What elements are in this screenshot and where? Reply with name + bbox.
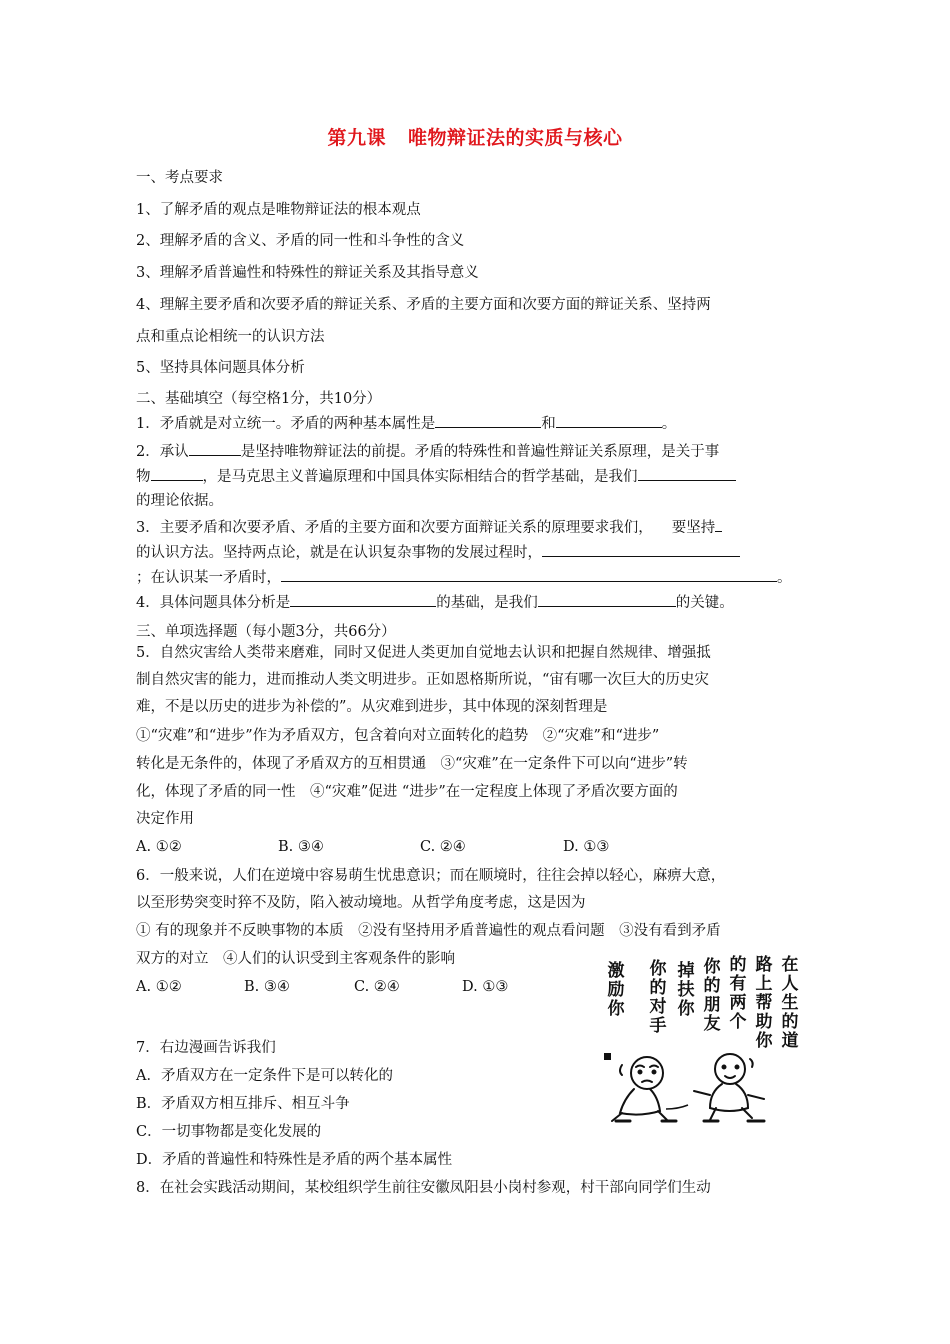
q5-line: ①“灾难”和“进步”作为矛盾双方，包含着向对立面转化的趋势 ②“灾难”和“进步” xyxy=(136,728,660,744)
answer-blank[interactable] xyxy=(715,517,722,532)
requirement-item: 4、理解主要矛盾和次要矛盾的辩证关系、矛盾的主要方面和次要方面的辩证关系、坚持两 xyxy=(136,297,711,313)
q7-option[interactable]: B．矛盾双方相互排斥、相互斗争 xyxy=(136,1096,350,1112)
requirement-item: 3、理解矛盾普遍性和特殊性的辩证关系及其指导意义 xyxy=(136,265,479,281)
cartoon-text-column: 激励你 xyxy=(607,961,625,1019)
answer-blank[interactable] xyxy=(538,592,676,607)
q5-line: 难，不是以历史的进步为补偿的”。从灾难到进步，其中体现的深刻哲理是 xyxy=(136,699,608,715)
q5-line: 制自然灾害的能力，进而推动人类文明进步。正如恩格斯所说，“宙有哪一次巨大的历史灾 xyxy=(136,672,709,688)
option-b[interactable]: B. ③④ xyxy=(244,979,290,995)
question-3-line-3: ；在认识某一矛盾时， 。 xyxy=(136,567,792,588)
page-title: 第九课 唯物辩证法的实质与核心 xyxy=(327,127,623,149)
answer-blank[interactable] xyxy=(189,441,241,456)
q8-line: 8．在社会实践活动期间，某校组织学生前往安徽凤阳县小岗村参观，村干部向同学们生动 xyxy=(136,1180,711,1196)
q7-option[interactable]: C．一切事物都是变化发展的 xyxy=(136,1124,322,1140)
answer-blank[interactable] xyxy=(281,567,777,582)
question-2-line-1: 2．承认 是坚持唯物辩证法的前提。矛盾的特殊性和普遍性辩证关系原理，是关于事 xyxy=(136,441,719,462)
answer-blank[interactable] xyxy=(556,413,662,428)
answer-blank[interactable] xyxy=(542,542,740,557)
option-b[interactable]: B. ③④ xyxy=(278,839,324,855)
question-4: 4．具体问题具体分析是 的基础，是我们 的关键。 xyxy=(136,592,734,613)
q7-line: 7．右边漫画告诉我们 xyxy=(136,1040,276,1056)
q5-line: 决定作用 xyxy=(136,811,194,827)
q7-option[interactable]: A．矛盾双方在一定条件下是可以转化的 xyxy=(136,1068,393,1084)
requirement-item: 2、理解矛盾的含义、矛盾的同一性和斗争性的含义 xyxy=(136,233,465,249)
option-d[interactable]: D. ①③ xyxy=(563,839,610,855)
section2-heading: 二、基础填空（每空格1分，共10分） xyxy=(136,391,382,407)
answer-blank[interactable] xyxy=(290,592,436,607)
q6-line: 以至形势突变时猝不及防，陷入被动境地。从哲学角度考虑，这是因为 xyxy=(136,895,586,911)
option-a[interactable]: A. ①② xyxy=(136,839,182,855)
question-1: 1．矛盾就是对立统一。矛盾的两种基本属性是 和 。 xyxy=(136,413,676,434)
requirement-item: 1、了解矛盾的观点是唯物辩证法的根本观点 xyxy=(136,202,421,218)
section3-heading: 三、单项选择题（每小题3分，共66分） xyxy=(136,624,396,640)
q6-line: 6．一般来说，人们在逆境中容易萌生忧患意识；而在顺境时，往往会掉以轻心，麻痹大意， xyxy=(136,868,726,884)
answer-blank[interactable] xyxy=(435,413,541,428)
cartoon-figure-left xyxy=(612,1057,676,1121)
q5-options xyxy=(136,837,609,857)
cartoon-illustration xyxy=(592,945,814,1135)
question-2-line-3: 的理论依据。 xyxy=(136,493,223,509)
section1-heading: 一、考点要求 xyxy=(136,170,223,186)
cartoon-caption xyxy=(608,954,799,1051)
requirement-item: 5、坚持具体问题具体分析 xyxy=(136,360,305,376)
cartoon-text-column: 你的朋友 xyxy=(703,957,721,1034)
cartoon-text-column: 在人生的道 xyxy=(781,955,799,1051)
option-a[interactable]: A. ①② xyxy=(136,979,182,995)
q7-option[interactable]: D．矛盾的普遍性和特殊性是矛盾的两个基本属性 xyxy=(136,1152,453,1168)
requirement-item: 点和重点论相统一的认识方法 xyxy=(136,329,325,345)
cartoon-text-column: 的有两个 xyxy=(729,955,747,1032)
cartoon-text-column: 路上帮助你 xyxy=(755,955,773,1051)
cartoon-text-column: 你的对手 xyxy=(649,959,667,1036)
option-c[interactable]: C. ②④ xyxy=(420,839,466,855)
answer-blank[interactable] xyxy=(638,466,736,481)
q5-line: 化，体现了矛盾的同一性 ④“灾难”促进 “进步”在一定程度上体现了矛盾次要方面的 xyxy=(136,784,678,800)
cartoon-figure-right xyxy=(694,1054,764,1121)
answer-blank[interactable] xyxy=(151,466,203,481)
question-3-line-1: 3．主要矛盾和次要矛盾、矛盾的主要方面和次要方面辩证关系的原理要求我们， 要坚持 xyxy=(136,517,722,538)
q5-line: 转化是无条件的，体现了矛盾双方的互相贯通 ③“灾难”在一定条件下可以向“进步”转 xyxy=(136,756,688,772)
option-d[interactable]: D. ①③ xyxy=(462,979,509,995)
question-3-line-2: 的认识方法。坚持两点论，就是在认识复杂事物的发展过程时， xyxy=(136,542,740,563)
linking-arm xyxy=(666,1105,688,1109)
q6-options xyxy=(136,977,508,997)
q6-line: 双方的对立 ④人们的认识受到主客观条件的影响 xyxy=(136,951,455,967)
question-2-line-2: 物 ，是马克思主义普遍原理和中国具体实际相结合的哲学基础，是我们 xyxy=(136,466,736,487)
artist-seal xyxy=(604,1053,611,1060)
q6-line: ① 有的现象并不反映事物的本质 ②没有坚持用矛盾普遍性的观点看问题 ③没有看到矛盾 xyxy=(136,923,721,939)
option-c[interactable]: C. ②④ xyxy=(354,979,400,995)
cartoon-text-column: 掉扶你 xyxy=(677,961,695,1019)
q5-line: 5．自然灾害给人类带来磨难，同时又促进人类更加自觉地去认识和把握自然规律、增强抵 xyxy=(136,645,711,661)
